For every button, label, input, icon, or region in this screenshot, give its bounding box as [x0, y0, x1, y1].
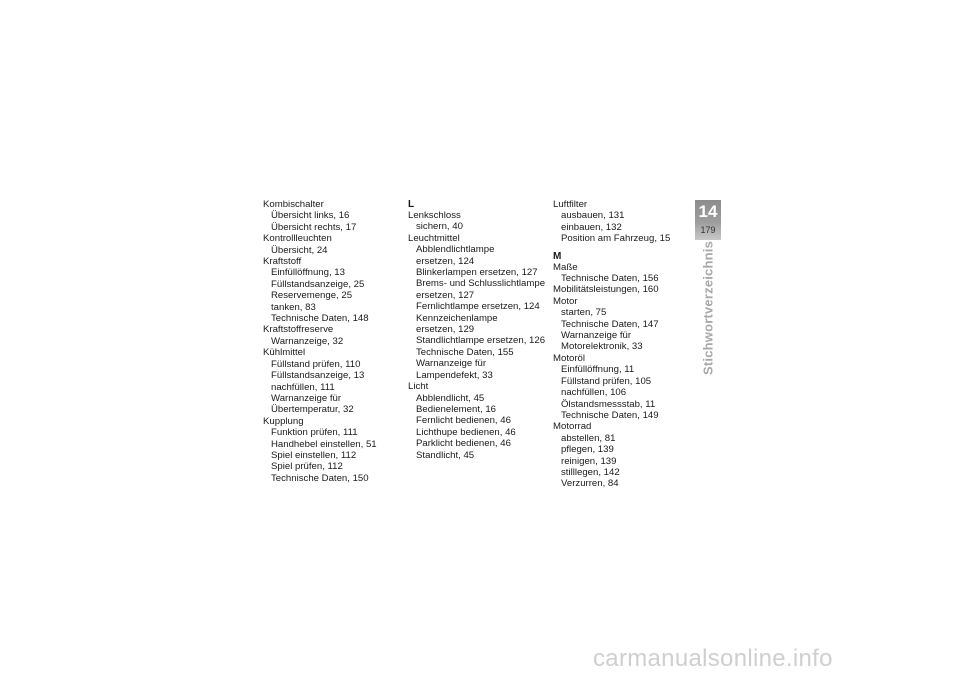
- index-subentry: Spiel einstellen, 112: [271, 449, 357, 461]
- index-subentry: einbauen, 132: [561, 221, 622, 233]
- index-subentry: Füllstandsanzeige, 25: [271, 278, 365, 290]
- index-subentry: Blinkerlampen ersetzen, 127: [416, 267, 538, 279]
- index-subentry: Abblendlicht, 45: [416, 392, 485, 404]
- index-subentry: Warnanzeige für Übertemperatur, 32: [271, 392, 354, 416]
- index-entry: [408, 381, 548, 461]
- index-entry: [263, 199, 403, 233]
- index-column-2: [408, 199, 548, 461]
- index-subentry: Bedienelement, 16: [416, 403, 497, 415]
- index-subentry: nachfüllen, 111: [271, 381, 335, 393]
- index-entry: [553, 284, 693, 295]
- index-entry-title: Lenkschloss: [408, 210, 461, 221]
- index-entry-title: Motoröl: [553, 352, 585, 364]
- index-subentry: Warnanzeige für Motorelektronik, 33: [561, 330, 643, 353]
- page-number: 179: [700, 225, 716, 235]
- index-entry: [553, 199, 693, 245]
- index-subentry: Standlicht, 45: [416, 449, 475, 461]
- index-subentry: ausbauen, 131: [561, 210, 625, 222]
- index-entry: [263, 416, 403, 484]
- index-column-1: [263, 199, 403, 484]
- index-subentry: Kennzeichenlampe ersetzen, 129: [416, 312, 498, 336]
- index-subentry: Warnanzeige, 32: [271, 335, 344, 347]
- index-subentry: Übersicht, 24: [271, 244, 328, 256]
- index-subentry: Fernlicht bedienen, 46: [416, 415, 511, 427]
- chapter-tab: [695, 200, 721, 240]
- index-subentry: Einfüllöffnung, 11: [561, 364, 635, 376]
- index-entry-title: Kontrollleuchten: [263, 233, 332, 245]
- index-entry-title: Kombischalter: [263, 199, 324, 210]
- index-subentry: Position am Fahrzeug, 15: [561, 233, 671, 245]
- index-subentry: Technische Daten, 150: [271, 472, 369, 484]
- index-subentry: starten, 75: [561, 307, 607, 319]
- index-entry-title: Kraftstoffreserve: [263, 324, 334, 336]
- index-subentry: Abblendlichtlampe ersetzen, 124: [416, 244, 495, 267]
- index-subentry: abstellen, 81: [561, 432, 616, 444]
- index-entry-title: Kühlmittel: [263, 347, 306, 359]
- index-subentry: Brems- und Schlusslichtlampe ersetzen, 127: [416, 278, 546, 301]
- index-subentry: Fernlichtlampe ersetzen, 124: [416, 301, 540, 313]
- index-entry: [408, 210, 548, 233]
- index-subentry: sichern, 40: [416, 221, 463, 233]
- index-entry: [553, 421, 693, 489]
- index-entry-title: Maße: [553, 261, 578, 273]
- index-subentry: Technische Daten, 148: [271, 313, 369, 325]
- index-entry: [408, 233, 548, 381]
- index-entry: [263, 256, 403, 324]
- index-entry-title: Licht: [408, 381, 429, 393]
- index-entry-title: Leuchtmittel: [408, 232, 460, 244]
- index-subentry: Füllstand prüfen, 105: [561, 375, 652, 387]
- index-entry: [263, 324, 403, 347]
- index-entry-title: Luftfilter: [553, 199, 588, 210]
- index-column-3: [553, 199, 693, 490]
- index-subentry: Reservemenge, 25: [271, 290, 353, 302]
- index-subentry: Technische Daten, 156: [561, 273, 659, 285]
- index-subentry: pflegen, 139: [561, 444, 614, 456]
- index-subentry: nachfüllen, 106: [561, 387, 627, 399]
- index-subentry: Spiel prüfen, 112: [271, 461, 343, 473]
- index-subentry: Handhebel einstellen, 51: [271, 438, 377, 450]
- index-subentry: Warnanzeige für Lampendefekt, 33: [416, 358, 493, 381]
- index-subentry: Füllstandsanzeige, 13: [271, 370, 365, 382]
- index-entry: [263, 347, 403, 415]
- index-entry-title: Motor: [553, 295, 578, 307]
- watermark: carmanualsonline.info: [593, 645, 833, 672]
- side-title-container: [697, 240, 719, 376]
- index-subentry: Füllstand prüfen, 110: [271, 358, 361, 370]
- index-letter-heading: M: [553, 250, 562, 262]
- index-subentry: Verzurren, 84: [561, 478, 619, 490]
- index-subentry: reinigen, 139: [561, 455, 617, 467]
- index-subentry: Technische Daten, 155: [416, 346, 514, 358]
- index-subentry: Lichthupe bedienen, 46: [416, 426, 516, 438]
- index-subentry: Technische Daten, 147: [561, 318, 659, 330]
- index-entry: [263, 233, 403, 256]
- index-letter-heading: L: [408, 199, 415, 210]
- index-entry: [553, 296, 693, 353]
- index-subentry: Standlichtlampe ersetzen, 126: [416, 335, 546, 347]
- index-subentry: Übersicht rechts, 17: [271, 221, 357, 233]
- index-subentry: Ölstandsmessstab, 11: [561, 398, 656, 410]
- index-entry-title: Kupplung: [263, 415, 304, 427]
- index-entry: [553, 353, 693, 421]
- side-title: Stichwortverzeichnis: [700, 240, 716, 376]
- index-entry: [553, 262, 693, 285]
- index-subentry: Übersicht links, 16: [271, 210, 350, 222]
- chapter-number: 14: [698, 202, 718, 221]
- index-entry-title: Kraftstoff: [263, 256, 302, 268]
- index-entry-title: Motorrad: [553, 421, 592, 433]
- index-subentry: stilllegen, 142: [561, 466, 620, 478]
- index-entry-title: Mobilitätsleistungen, 160: [553, 284, 659, 296]
- index-subentry: Technische Daten, 149: [561, 409, 659, 421]
- index-subentry: Einfüllöffnung, 13: [271, 267, 345, 279]
- index-subentry: Funktion prüfen, 111: [271, 427, 358, 439]
- index-subentry: tanken, 83: [271, 301, 316, 313]
- index-subentry: Parklicht bedienen, 46: [416, 438, 511, 450]
